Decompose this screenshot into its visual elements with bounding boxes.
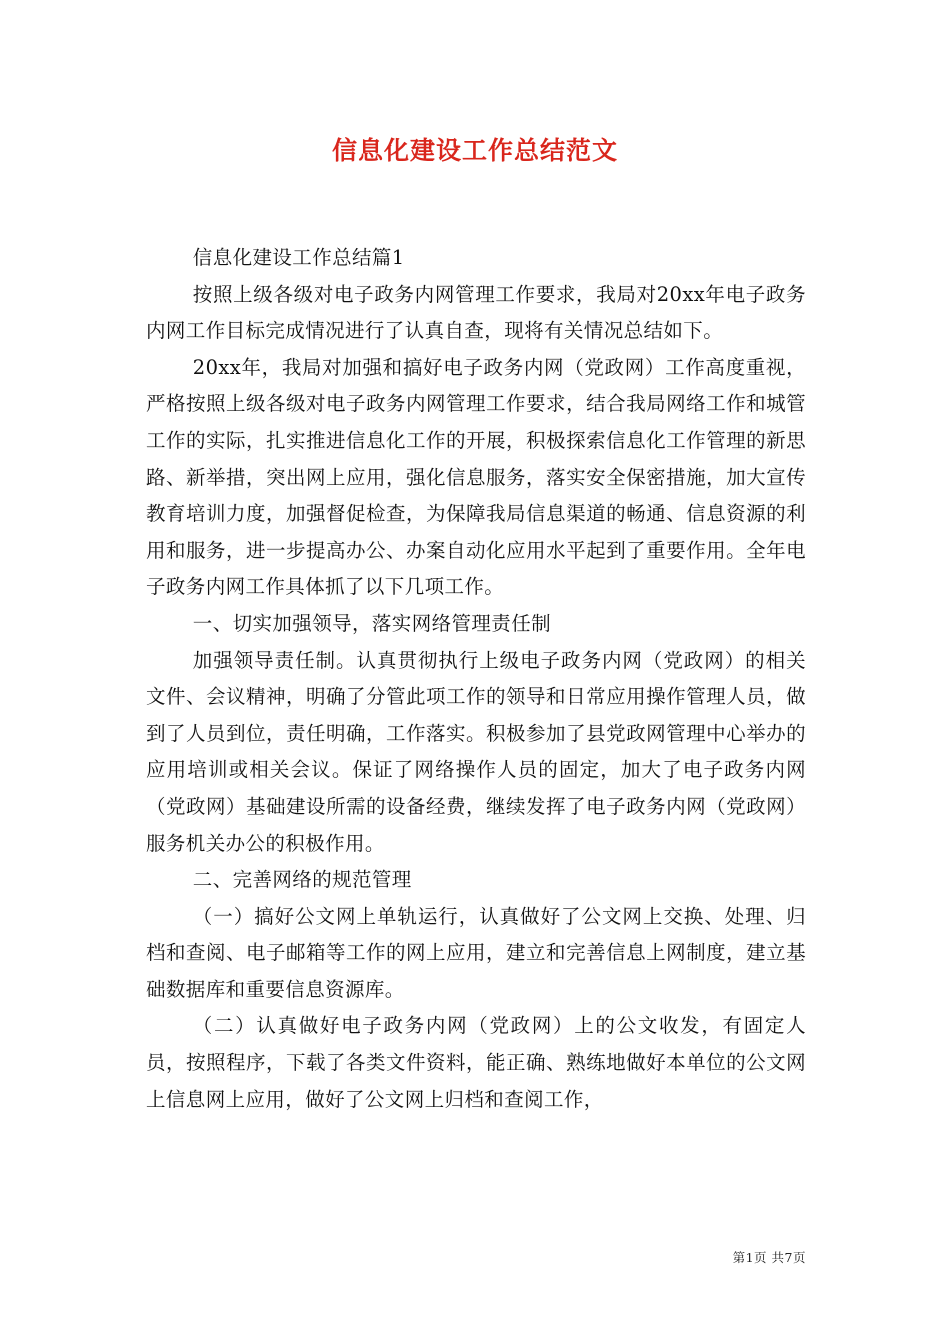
document-body xyxy=(146,240,806,1118)
paragraph: （二）认真做好电子政务内网（党政网）上的公文收发，有固定人员，按照程序，下载了各类文件资料，能正确、熟练地做好本单位的公文网上信息网上应用，做好了公文网上归档和查阅工作， xyxy=(146,1014,806,1111)
document-title: 信息化建设工作总结范文 xyxy=(331,136,618,165)
section-heading: 信息化建设工作总结篇1 xyxy=(192,246,405,269)
paragraph: 按照上级各级对电子政务内网管理工作要求，我局对20xx年电子政务内网工作目标完成情况进行了认真自查，现将有关情况总结如下。 xyxy=(146,282,806,343)
paragraph: 加强领导责任制。认真贯彻执行上级电子政务内网（党政网）的相关文件、会议精神，明确了分管此项工作的领导和日常应用操作管理人员，做到了人员到位，责任明确，工作落实。积极参加了县党政网管理中心举办的应用培训或相关会议。保证了网络操作人员的固定，加大了电子政务内网（党政网）基础建设所需的设备经费，继续发挥了电子政务内网（党政网）服务机关办公的积极作用。 xyxy=(146,648,806,855)
paragraph: 20xx年，我局对加强和搞好电子政务内网（党政网）工作高度重视，严格按照上级各级对电子政务内网管理工作要求，结合我局网络工作和城管工作的实际，扎实推进信息化工作的开展，积极探索信息化工作管理的新思路、新举措，突出网上应用，强化信息服务，落实安全保密措施，加大宣传教育培训力度，加强督促检查，为保障我局信息渠道的畅通、信息资源的利用和服务，进一步提高办公、办案自动化应用水平起到了重要作用。全年电子政务内网工作具体抓了以下几项工作。 xyxy=(146,355,806,599)
section-heading: 二、完善网络的规范管理 xyxy=(192,868,412,892)
page-number: 第1页 共7页 xyxy=(732,1250,806,1265)
section-heading: 一、切实加强领导，落实网络管理责任制 xyxy=(192,611,551,635)
paragraph: （一）搞好公文网上单轨运行，认真做好了公文网上交换、处理、归档和查阅、电子邮箱等工作的网上应用，建立和完善信息上网制度，建立基础数据库和重要信息资源库。 xyxy=(146,904,806,1001)
